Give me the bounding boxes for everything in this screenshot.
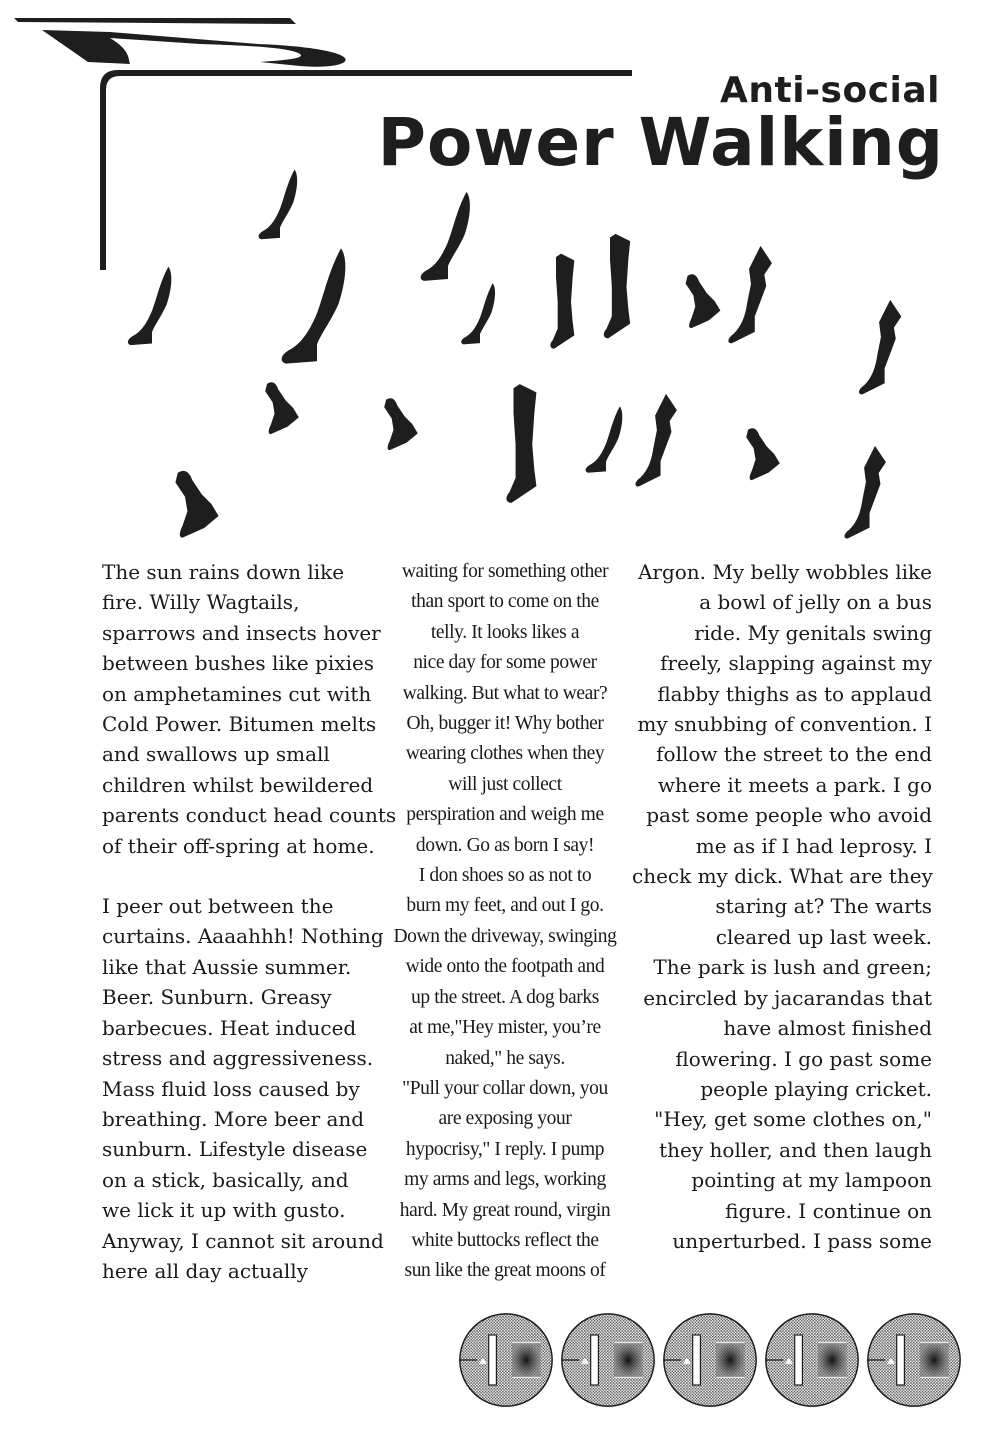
text-line: Anyway, I cannot sit around bbox=[102, 1228, 384, 1253]
text-line: nice day for some power bbox=[413, 652, 597, 674]
text-line: The sun rains down like bbox=[102, 560, 345, 584]
text-line: I peer out between the bbox=[102, 894, 334, 919]
text-line: hypocrisy," I reply. I pump bbox=[405, 1138, 605, 1160]
text-line: parents conduct head counts bbox=[102, 803, 397, 828]
walking-legs bbox=[128, 169, 901, 538]
text-line: walking. But what to wear? bbox=[402, 682, 608, 704]
text-line: Oh, bugger it! Why bother bbox=[406, 713, 604, 735]
text-line: Down the driveway, swinging bbox=[393, 925, 617, 947]
leg-silhouette bbox=[175, 471, 218, 538]
text-line: cleared up last week. bbox=[715, 924, 932, 949]
text-line: Cold Power. Bitumen melts bbox=[102, 712, 377, 737]
text-line: The park is lush and green; bbox=[653, 955, 932, 980]
text-line: on amphetamines cut with bbox=[102, 681, 372, 706]
leg-silhouette bbox=[550, 254, 574, 349]
text-line: stress and aggressiveness. bbox=[102, 1046, 374, 1071]
text-line: waiting for something other bbox=[401, 561, 609, 582]
text-line: people playing cricket. bbox=[700, 1076, 932, 1101]
leg-silhouette bbox=[259, 169, 298, 239]
text-line: where it meets a park. I go bbox=[657, 772, 932, 797]
paragraph bbox=[102, 557, 397, 861]
text-line: check my dick. What are they bbox=[632, 864, 933, 889]
text-line: like that Aussie summer. bbox=[102, 954, 352, 979]
text-line: naked," he says. bbox=[445, 1047, 565, 1069]
text-line: burn my feet, and out I go. bbox=[406, 895, 604, 917]
text-line: telly. It looks likes a bbox=[430, 621, 580, 643]
text-line: past some people who avoid bbox=[646, 803, 932, 828]
text-line: ride. My genitals swing bbox=[694, 620, 932, 645]
article-column-3 bbox=[632, 557, 932, 1256]
leg-silhouette bbox=[686, 274, 721, 328]
text-line: between bushes like pixies bbox=[102, 651, 375, 676]
text-line: flowering. I go past some bbox=[675, 1046, 932, 1071]
swoosh-line bbox=[14, 18, 296, 24]
text-line: encircled by jacarandas that bbox=[643, 985, 932, 1010]
disc-emblem bbox=[868, 1314, 960, 1406]
text-line: Argon. My belly wobbles like bbox=[637, 560, 932, 584]
text-line: hard. My great round, virgin bbox=[399, 1199, 611, 1221]
text-line: we lick it up with gusto. bbox=[102, 1198, 346, 1223]
leg-silhouette bbox=[728, 246, 772, 343]
article-column-1 bbox=[102, 557, 397, 1286]
text-line: unperturbed. I pass some bbox=[672, 1228, 932, 1253]
leg-silhouette bbox=[384, 398, 418, 450]
leg-silhouette bbox=[421, 192, 470, 281]
text-line: wide onto the footpath and bbox=[405, 956, 605, 978]
text-line: curtains. Aaaahhh! Nothing bbox=[102, 924, 384, 949]
swoosh-hook bbox=[42, 30, 346, 67]
text-line: and swallows up small bbox=[102, 742, 330, 767]
text-line: breathing. More beer and bbox=[102, 1106, 365, 1131]
leg-silhouette bbox=[128, 267, 171, 346]
text-line: staring at? The warts bbox=[715, 894, 932, 919]
text-line: will just collect bbox=[448, 773, 562, 795]
text-line: at me,"Hey mister, you’re bbox=[409, 1017, 601, 1039]
text-line: I don shoes so as not to bbox=[418, 865, 592, 887]
text-line: my snubbing of convention. I bbox=[637, 712, 932, 737]
text-line: Mass fluid loss caused by bbox=[102, 1076, 360, 1101]
text-line: are exposing your bbox=[438, 1108, 572, 1130]
headline-kicker: Anti-social bbox=[720, 70, 940, 111]
text-line: than sport to come on the bbox=[411, 591, 599, 613]
article-column-2 bbox=[380, 557, 630, 1287]
text-line: wearing clothes when they bbox=[405, 743, 605, 765]
leg-silhouette bbox=[265, 382, 299, 434]
leg-silhouette bbox=[586, 406, 623, 472]
disc-emblem bbox=[562, 1314, 654, 1406]
footer-disc-row bbox=[455, 1310, 965, 1410]
text-line: "Pull your collar down, you bbox=[402, 1077, 608, 1099]
text-line: perspiration and weigh me bbox=[406, 804, 604, 826]
text-line: down. Go as born I say! bbox=[415, 834, 595, 856]
disc-emblem bbox=[766, 1314, 858, 1406]
text-line: figure. I continue on bbox=[725, 1198, 932, 1223]
text-line: pointing at my lampoon bbox=[691, 1168, 932, 1193]
text-line: they holler, and then laugh bbox=[659, 1137, 932, 1162]
leg-silhouette bbox=[506, 384, 536, 503]
text-line: on a stick, basically, and bbox=[102, 1167, 349, 1192]
text-line: follow the street to the end bbox=[656, 742, 932, 767]
paragraph bbox=[102, 891, 382, 1286]
text-line: have almost finished bbox=[723, 1016, 932, 1041]
disc-emblem bbox=[460, 1314, 552, 1406]
text-line: up the street. A dog barks bbox=[411, 986, 599, 1008]
leg-silhouette bbox=[461, 283, 495, 344]
text-line: sun like the great moons of bbox=[404, 1260, 606, 1282]
text-line: here all day actually bbox=[102, 1258, 308, 1283]
text-line: my arms and legs, working bbox=[404, 1169, 606, 1191]
text-line: "Hey, get some clothes on," bbox=[654, 1107, 932, 1132]
text-line: me as if I had leprosy. I bbox=[695, 833, 932, 858]
text-line: of their off-spring at home. bbox=[102, 833, 375, 858]
leg-silhouette bbox=[635, 394, 676, 487]
text-line: a bowl of jelly on a bus bbox=[699, 590, 932, 615]
text-line: sunburn. Lifestyle disease bbox=[102, 1137, 368, 1162]
text-line: barbecues. Heat induced bbox=[102, 1015, 357, 1040]
leg-silhouette bbox=[844, 446, 885, 539]
leg-silhouette bbox=[282, 248, 346, 363]
text-line: flabby thighs as to applaud bbox=[657, 681, 932, 706]
leg-silhouette bbox=[604, 234, 630, 339]
text-line: fire. Willy Wagtails, bbox=[102, 590, 300, 615]
text-line: sparrows and insects hover bbox=[102, 620, 381, 645]
leg-silhouette bbox=[859, 300, 901, 395]
page-title: Power Walking bbox=[377, 104, 944, 181]
text-line: white buttocks reflect the bbox=[411, 1229, 599, 1251]
text-line: Beer. Sunburn. Greasy bbox=[102, 985, 332, 1010]
text-line: children whilst bewildered bbox=[102, 772, 374, 797]
disc-emblem bbox=[664, 1314, 756, 1406]
text-line: freely, slapping against my bbox=[660, 651, 932, 676]
leg-silhouette bbox=[746, 428, 780, 480]
